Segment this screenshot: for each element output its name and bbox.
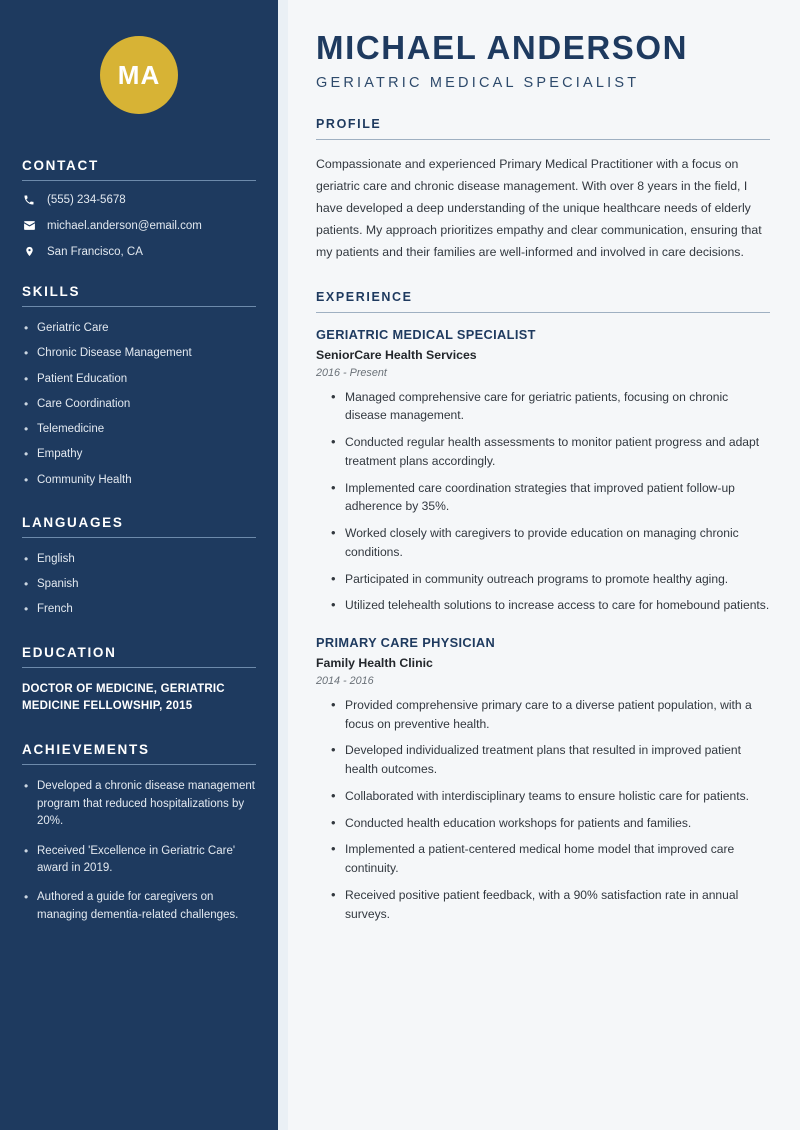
main-content	[288, 0, 800, 1130]
list-item: • Patient Education	[22, 371, 256, 388]
list-item: • Conducted health education workshops for patients and families.	[330, 814, 770, 833]
languages-divider	[22, 537, 256, 538]
experience-divider	[316, 312, 770, 313]
list-item: • Empathy	[22, 446, 256, 463]
achievements-heading: ACHIEVEMENTS	[22, 742, 150, 758]
contact-divider	[22, 180, 256, 181]
education-divider	[22, 667, 256, 668]
envelope-icon	[22, 219, 36, 232]
list-item: • Developed a chronic disease management program that reduced hospitalizations by 20%.	[22, 778, 256, 830]
phone-icon	[22, 194, 36, 206]
list-item: • Chronic Disease Management	[22, 345, 256, 362]
job-subtitle: GERIATRIC MEDICAL SPECIALIST	[316, 75, 640, 92]
job-bullet-list	[316, 696, 770, 923]
education-entry: DOCTOR OF MEDICINE, GERIATRIC MEDICINE FELLOWSHIP, 2015	[22, 682, 225, 713]
job-bullet-list	[316, 388, 770, 615]
sidebar-section-achievements	[22, 742, 256, 924]
list-item: • Telemedicine	[22, 421, 256, 438]
contact-email-value: michael.anderson@email.com	[47, 219, 202, 232]
sidebar-section-languages	[22, 515, 256, 619]
sidebar-section-education	[22, 645, 256, 717]
list-item: • Developed individualized treatment plans that resulted in improved patient health outcomes.	[330, 741, 770, 778]
profile-text: Compassionate and experienced Primary Medical Practitioner with a focus on geriatric care and chronic disease management. With over 8 years in the field, I have developed a deep understanding of the unique healthcare needs of elderly patients. My approach prioritizes empathy and clear communication, ensuring that my patients and their families are well-informed and involved in care decisions.	[316, 157, 762, 259]
list-item: • English	[22, 551, 256, 568]
skills-list	[22, 320, 256, 489]
list-item: • Community Health	[22, 472, 256, 489]
sidebar-section-contact	[22, 158, 256, 258]
experience-entry	[316, 327, 770, 615]
list-item: • Implemented a patient-centered medical home model that improved care continuity.	[330, 840, 770, 877]
job-title: GERIATRIC MEDICAL SPECIALIST	[316, 326, 536, 342]
column-gap-strip	[278, 0, 288, 1130]
job-company: SeniorCare Health Services	[316, 347, 477, 362]
education-heading: EDUCATION	[22, 644, 117, 660]
page-title: MICHAEL ANDERSON	[316, 29, 689, 66]
languages-list	[22, 551, 256, 619]
section-experience	[316, 290, 770, 924]
map-pin-icon	[22, 245, 36, 258]
job-title: PRIMARY CARE PHYSICIAN	[316, 635, 496, 651]
list-item: • Managed comprehensive care for geriatric patients, focusing on chronic disease management.	[330, 388, 770, 425]
list-item: • Received 'Excellence in Geriatric Care' award in 2019.	[22, 843, 256, 878]
list-item: • Geriatric Care	[22, 320, 256, 337]
avatar-container	[22, 0, 256, 158]
avatar-initials: MA	[117, 59, 161, 90]
experience-heading: EXPERIENCE	[316, 289, 413, 304]
skills-heading: SKILLS	[22, 284, 81, 299]
sidebar	[0, 0, 278, 1130]
languages-heading: LANGUAGES	[22, 514, 124, 530]
job-dates: 2014 - 2016	[316, 675, 374, 688]
list-item: • Utilized telehealth solutions to increase access to care for homebound patients.	[330, 596, 770, 615]
section-profile	[316, 117, 770, 263]
contact-item-phone[interactable]	[22, 194, 256, 206]
contact-item-email[interactable]	[22, 219, 256, 232]
achievements-divider	[22, 764, 256, 765]
list-item: • Conducted regular health assessments to monitor patient progress and adapt treatment plans accordingly.	[330, 433, 770, 470]
list-item: • Collaborated with interdisciplinary teams to ensure holistic care for patients.	[330, 787, 770, 806]
profile-divider	[316, 139, 770, 140]
list-item: • Received positive patient feedback, with a 90% satisfaction rate in annual surveys.	[330, 886, 770, 923]
list-item: • Spanish	[22, 576, 256, 593]
achievements-list	[22, 778, 256, 924]
experience-entry	[316, 635, 770, 923]
job-company: Family Health Clinic	[316, 656, 433, 671]
job-dates: 2016 - Present	[316, 366, 387, 379]
contact-item-location[interactable]	[22, 245, 256, 258]
list-item: • Care Coordination	[22, 396, 256, 413]
contact-phone-value: (555) 234-5678	[47, 194, 126, 206]
list-item: • Authored a guide for caregivers on managing dementia-related challenges.	[22, 889, 256, 924]
list-item: • French	[22, 601, 256, 618]
list-item: • Participated in community outreach programs to promote healthy aging.	[330, 570, 770, 589]
contact-location-value: San Francisco, CA	[47, 245, 143, 258]
list-item: • Implemented care coordination strategies that improved patient follow-up adherence by 35%.	[330, 479, 770, 516]
sidebar-section-skills	[22, 284, 256, 489]
profile-heading: PROFILE	[316, 117, 382, 132]
list-item: • Provided comprehensive primary care to a diverse patient population, with a focus on preventive health.	[330, 696, 770, 733]
list-item: • Worked closely with caregivers to provide education on managing chronic conditions.	[330, 524, 770, 561]
avatar	[100, 36, 178, 114]
skills-divider	[22, 306, 256, 307]
contact-heading: CONTACT	[22, 158, 99, 173]
